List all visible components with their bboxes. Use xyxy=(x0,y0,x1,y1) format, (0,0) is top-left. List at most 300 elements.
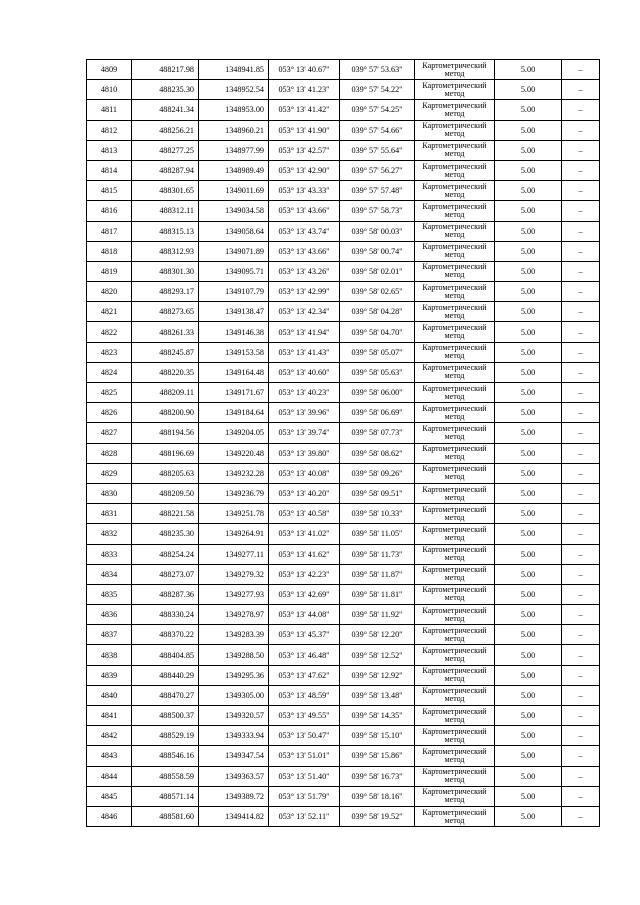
longitude-cell: 039° 58' 10.33" xyxy=(340,504,415,524)
note-cell: – xyxy=(562,302,600,322)
x-coordinate-cell: 488301.30 xyxy=(132,261,199,281)
method-cell: Картометрический метод xyxy=(415,806,495,826)
y-coordinate-cell: 1349278.97 xyxy=(199,605,269,625)
point-number-cell: 4830 xyxy=(87,483,132,503)
x-coordinate-cell: 488440.29 xyxy=(132,665,199,685)
table-row xyxy=(87,261,600,281)
accuracy-cell: 5.00 xyxy=(495,221,562,241)
longitude-cell: 039° 58' 13.48" xyxy=(340,685,415,705)
method-cell: Картометрический метод xyxy=(415,463,495,483)
note-cell: – xyxy=(562,584,600,604)
note-cell: – xyxy=(562,282,600,302)
latitude-cell: 053° 13' 51.79" xyxy=(269,786,340,806)
method-cell: Картометрический метод xyxy=(415,766,495,786)
latitude-cell: 053° 13' 42.23" xyxy=(269,564,340,584)
accuracy-cell: 5.00 xyxy=(495,483,562,503)
x-coordinate-cell: 488209.11 xyxy=(132,383,199,403)
note-cell: – xyxy=(562,322,600,342)
accuracy-cell: 5.00 xyxy=(495,726,562,746)
method-cell: Картометрический метод xyxy=(415,322,495,342)
point-number-cell: 4819 xyxy=(87,261,132,281)
y-coordinate-cell: 1349236.79 xyxy=(199,483,269,503)
point-number-cell: 4822 xyxy=(87,322,132,342)
point-number-cell: 4841 xyxy=(87,706,132,726)
note-cell: – xyxy=(562,140,600,160)
point-number-cell: 4835 xyxy=(87,584,132,604)
method-cell: Картометрический метод xyxy=(415,80,495,100)
latitude-cell: 053° 13' 49.55" xyxy=(269,706,340,726)
longitude-cell: 039° 58' 00.74" xyxy=(340,241,415,261)
accuracy-cell: 5.00 xyxy=(495,282,562,302)
table-row xyxy=(87,60,600,80)
latitude-cell: 053° 13' 43.33" xyxy=(269,181,340,201)
x-coordinate-cell: 488370.22 xyxy=(132,625,199,645)
method-cell: Картометрический метод xyxy=(415,181,495,201)
y-coordinate-cell: 1348989.49 xyxy=(199,160,269,180)
table-row xyxy=(87,423,600,443)
y-coordinate-cell: 1349146.38 xyxy=(199,322,269,342)
latitude-cell: 053° 13' 47.62" xyxy=(269,665,340,685)
longitude-cell: 039° 58' 12.20" xyxy=(340,625,415,645)
x-coordinate-cell: 488287.94 xyxy=(132,160,199,180)
latitude-cell: 053° 13' 43.26" xyxy=(269,261,340,281)
method-cell: Картометрический метод xyxy=(415,241,495,261)
x-coordinate-cell: 488529.19 xyxy=(132,726,199,746)
y-coordinate-cell: 1349095.71 xyxy=(199,261,269,281)
longitude-cell: 039° 58' 16.73" xyxy=(340,766,415,786)
x-coordinate-cell: 488217.98 xyxy=(132,60,199,80)
x-coordinate-cell: 488287.36 xyxy=(132,584,199,604)
longitude-cell: 039° 58' 15.86" xyxy=(340,746,415,766)
y-coordinate-cell: 1349414.82 xyxy=(199,806,269,826)
latitude-cell: 053° 13' 41.94" xyxy=(269,322,340,342)
note-cell: – xyxy=(562,362,600,382)
x-coordinate-cell: 488581.60 xyxy=(132,806,199,826)
x-coordinate-cell: 488235.30 xyxy=(132,524,199,544)
accuracy-cell: 5.00 xyxy=(495,160,562,180)
y-coordinate-cell: 1349011.69 xyxy=(199,181,269,201)
table-row xyxy=(87,746,600,766)
accuracy-cell: 5.00 xyxy=(495,645,562,665)
longitude-cell: 039° 58' 19.52" xyxy=(340,806,415,826)
accuracy-cell: 5.00 xyxy=(495,181,562,201)
note-cell: – xyxy=(562,80,600,100)
longitude-cell: 039° 57' 54.25" xyxy=(340,100,415,120)
accuracy-cell: 5.00 xyxy=(495,524,562,544)
point-number-cell: 4826 xyxy=(87,403,132,423)
method-cell: Картометрический метод xyxy=(415,746,495,766)
accuracy-cell: 5.00 xyxy=(495,463,562,483)
longitude-cell: 039° 58' 06.69" xyxy=(340,403,415,423)
longitude-cell: 039° 57' 54.66" xyxy=(340,120,415,140)
point-number-cell: 4837 xyxy=(87,625,132,645)
x-coordinate-cell: 488261.33 xyxy=(132,322,199,342)
longitude-cell: 039° 57' 57.48" xyxy=(340,181,415,201)
table-row xyxy=(87,483,600,503)
longitude-cell: 039° 58' 04.70" xyxy=(340,322,415,342)
accuracy-cell: 5.00 xyxy=(495,766,562,786)
note-cell: – xyxy=(562,201,600,221)
point-number-cell: 4836 xyxy=(87,605,132,625)
table-row xyxy=(87,605,600,625)
note-cell: – xyxy=(562,60,600,80)
latitude-cell: 053° 13' 39.80" xyxy=(269,443,340,463)
latitude-cell: 053° 13' 41.62" xyxy=(269,544,340,564)
longitude-cell: 039° 57' 56.27" xyxy=(340,160,415,180)
note-cell: – xyxy=(562,120,600,140)
method-cell: Картометрический метод xyxy=(415,584,495,604)
method-cell: Картометрический метод xyxy=(415,201,495,221)
longitude-cell: 039° 58' 09.51" xyxy=(340,483,415,503)
accuracy-cell: 5.00 xyxy=(495,786,562,806)
point-number-cell: 4809 xyxy=(87,60,132,80)
note-cell: – xyxy=(562,766,600,786)
accuracy-cell: 5.00 xyxy=(495,241,562,261)
longitude-cell: 039° 57' 58.73" xyxy=(340,201,415,221)
point-number-cell: 4827 xyxy=(87,423,132,443)
accuracy-cell: 5.00 xyxy=(495,302,562,322)
latitude-cell: 053° 13' 40.58" xyxy=(269,504,340,524)
table-row xyxy=(87,201,600,221)
accuracy-cell: 5.00 xyxy=(495,423,562,443)
latitude-cell: 053° 13' 43.66" xyxy=(269,241,340,261)
point-number-cell: 4821 xyxy=(87,302,132,322)
latitude-cell: 053° 13' 42.99" xyxy=(269,282,340,302)
longitude-cell: 039° 58' 02.65" xyxy=(340,282,415,302)
y-coordinate-cell: 1349305.00 xyxy=(199,685,269,705)
note-cell: – xyxy=(562,706,600,726)
y-coordinate-cell: 1349164.48 xyxy=(199,362,269,382)
longitude-cell: 039° 58' 09.26" xyxy=(340,463,415,483)
accuracy-cell: 5.00 xyxy=(495,100,562,120)
method-cell: Картометрический метод xyxy=(415,120,495,140)
note-cell: – xyxy=(562,645,600,665)
method-cell: Картометрический метод xyxy=(415,282,495,302)
table-row xyxy=(87,786,600,806)
method-cell: Картометрический метод xyxy=(415,524,495,544)
y-coordinate-cell: 1349264.91 xyxy=(199,524,269,544)
method-cell: Картометрический метод xyxy=(415,342,495,362)
longitude-cell: 039° 58' 12.52" xyxy=(340,645,415,665)
longitude-cell: 039° 58' 18.16" xyxy=(340,786,415,806)
latitude-cell: 053° 13' 42.90" xyxy=(269,160,340,180)
x-coordinate-cell: 488293.17 xyxy=(132,282,199,302)
longitude-cell: 039° 57' 54.22" xyxy=(340,80,415,100)
method-cell: Картометрический метод xyxy=(415,403,495,423)
point-number-cell: 4831 xyxy=(87,504,132,524)
latitude-cell: 053° 13' 40.20" xyxy=(269,483,340,503)
point-number-cell: 4832 xyxy=(87,524,132,544)
x-coordinate-cell: 488241.34 xyxy=(132,100,199,120)
accuracy-cell: 5.00 xyxy=(495,362,562,382)
table-row xyxy=(87,100,600,120)
note-cell: – xyxy=(562,383,600,403)
longitude-cell: 039° 58' 12.92" xyxy=(340,665,415,685)
point-number-cell: 4810 xyxy=(87,80,132,100)
method-cell: Картометрический метод xyxy=(415,706,495,726)
point-number-cell: 4815 xyxy=(87,181,132,201)
x-coordinate-cell: 488500.37 xyxy=(132,706,199,726)
latitude-cell: 053° 13' 41.43" xyxy=(269,342,340,362)
note-cell: – xyxy=(562,160,600,180)
table-row xyxy=(87,342,600,362)
method-cell: Картометрический метод xyxy=(415,221,495,241)
note-cell: – xyxy=(562,726,600,746)
y-coordinate-cell: 1349279.32 xyxy=(199,564,269,584)
coordinates-table xyxy=(86,59,600,827)
note-cell: – xyxy=(562,443,600,463)
y-coordinate-cell: 1349251.78 xyxy=(199,504,269,524)
method-cell: Картометрический метод xyxy=(415,261,495,281)
table-row xyxy=(87,766,600,786)
accuracy-cell: 5.00 xyxy=(495,60,562,80)
y-coordinate-cell: 1349232.28 xyxy=(199,463,269,483)
point-number-cell: 4825 xyxy=(87,383,132,403)
accuracy-cell: 5.00 xyxy=(495,403,562,423)
y-coordinate-cell: 1348960.21 xyxy=(199,120,269,140)
latitude-cell: 053° 13' 42.34" xyxy=(269,302,340,322)
x-coordinate-cell: 488470.27 xyxy=(132,685,199,705)
y-coordinate-cell: 1349363.57 xyxy=(199,766,269,786)
table-row xyxy=(87,322,600,342)
x-coordinate-cell: 488312.93 xyxy=(132,241,199,261)
method-cell: Картометрический метод xyxy=(415,685,495,705)
y-coordinate-cell: 1349295.36 xyxy=(199,665,269,685)
x-coordinate-cell: 488205.63 xyxy=(132,463,199,483)
latitude-cell: 053° 13' 39.96" xyxy=(269,403,340,423)
longitude-cell: 039° 58' 15.10" xyxy=(340,726,415,746)
y-coordinate-cell: 1349071.89 xyxy=(199,241,269,261)
accuracy-cell: 5.00 xyxy=(495,322,562,342)
table-row xyxy=(87,665,600,685)
y-coordinate-cell: 1349034.58 xyxy=(199,201,269,221)
accuracy-cell: 5.00 xyxy=(495,685,562,705)
x-coordinate-cell: 488245.87 xyxy=(132,342,199,362)
table-row xyxy=(87,564,600,584)
table-row xyxy=(87,120,600,140)
table-row xyxy=(87,625,600,645)
latitude-cell: 053° 13' 45.37" xyxy=(269,625,340,645)
latitude-cell: 053° 13' 41.02" xyxy=(269,524,340,544)
longitude-cell: 039° 58' 11.92" xyxy=(340,605,415,625)
longitude-cell: 039° 58' 05.07" xyxy=(340,342,415,362)
x-coordinate-cell: 488200.90 xyxy=(132,403,199,423)
table-row xyxy=(87,463,600,483)
longitude-cell: 039° 58' 02.01" xyxy=(340,261,415,281)
accuracy-cell: 5.00 xyxy=(495,201,562,221)
latitude-cell: 053° 13' 52.11" xyxy=(269,806,340,826)
note-cell: – xyxy=(562,564,600,584)
accuracy-cell: 5.00 xyxy=(495,746,562,766)
table-row xyxy=(87,584,600,604)
x-coordinate-cell: 488209.50 xyxy=(132,483,199,503)
accuracy-cell: 5.00 xyxy=(495,504,562,524)
point-number-cell: 4844 xyxy=(87,766,132,786)
latitude-cell: 053° 13' 42.69" xyxy=(269,584,340,604)
point-number-cell: 4842 xyxy=(87,726,132,746)
accuracy-cell: 5.00 xyxy=(495,261,562,281)
y-coordinate-cell: 1349277.11 xyxy=(199,544,269,564)
latitude-cell: 053° 13' 40.67" xyxy=(269,60,340,80)
latitude-cell: 053° 13' 51.01" xyxy=(269,746,340,766)
accuracy-cell: 5.00 xyxy=(495,665,562,685)
longitude-cell: 039° 57' 55.64" xyxy=(340,140,415,160)
table-row xyxy=(87,383,600,403)
y-coordinate-cell: 1348941.85 xyxy=(199,60,269,80)
accuracy-cell: 5.00 xyxy=(495,140,562,160)
accuracy-cell: 5.00 xyxy=(495,625,562,645)
point-number-cell: 4843 xyxy=(87,746,132,766)
latitude-cell: 053° 13' 51.40" xyxy=(269,766,340,786)
table-row xyxy=(87,806,600,826)
latitude-cell: 053° 13' 44.08" xyxy=(269,605,340,625)
longitude-cell: 039° 57' 53.63" xyxy=(340,60,415,80)
table-row xyxy=(87,282,600,302)
y-coordinate-cell: 1349333.94 xyxy=(199,726,269,746)
note-cell: – xyxy=(562,483,600,503)
latitude-cell: 053° 13' 50.47" xyxy=(269,726,340,746)
table-row xyxy=(87,443,600,463)
accuracy-cell: 5.00 xyxy=(495,806,562,826)
method-cell: Картометрический метод xyxy=(415,564,495,584)
longitude-cell: 039° 58' 11.81" xyxy=(340,584,415,604)
x-coordinate-cell: 488273.65 xyxy=(132,302,199,322)
x-coordinate-cell: 488194.56 xyxy=(132,423,199,443)
note-cell: – xyxy=(562,665,600,685)
note-cell: – xyxy=(562,261,600,281)
method-cell: Картометрический метод xyxy=(415,140,495,160)
note-cell: – xyxy=(562,746,600,766)
x-coordinate-cell: 488277.25 xyxy=(132,140,199,160)
table-row xyxy=(87,544,600,564)
latitude-cell: 053° 13' 40.60" xyxy=(269,362,340,382)
longitude-cell: 039° 58' 06.00" xyxy=(340,383,415,403)
method-cell: Картометрический метод xyxy=(415,605,495,625)
accuracy-cell: 5.00 xyxy=(495,564,562,584)
method-cell: Картометрический метод xyxy=(415,544,495,564)
point-number-cell: 4824 xyxy=(87,362,132,382)
table-row xyxy=(87,181,600,201)
table-row xyxy=(87,645,600,665)
point-number-cell: 4838 xyxy=(87,645,132,665)
point-number-cell: 4817 xyxy=(87,221,132,241)
point-number-cell: 4820 xyxy=(87,282,132,302)
table-row xyxy=(87,80,600,100)
x-coordinate-cell: 488196.69 xyxy=(132,443,199,463)
accuracy-cell: 5.00 xyxy=(495,383,562,403)
method-cell: Картометрический метод xyxy=(415,100,495,120)
y-coordinate-cell: 1349389.72 xyxy=(199,786,269,806)
point-number-cell: 4840 xyxy=(87,685,132,705)
y-coordinate-cell: 1348953.00 xyxy=(199,100,269,120)
y-coordinate-cell: 1348977.99 xyxy=(199,140,269,160)
x-coordinate-cell: 488220.35 xyxy=(132,362,199,382)
accuracy-cell: 5.00 xyxy=(495,584,562,604)
x-coordinate-cell: 488315.13 xyxy=(132,221,199,241)
point-number-cell: 4814 xyxy=(87,160,132,180)
method-cell: Картометрический метод xyxy=(415,443,495,463)
x-coordinate-cell: 488254.24 xyxy=(132,544,199,564)
method-cell: Картометрический метод xyxy=(415,423,495,443)
coordinates-table-body xyxy=(87,60,600,827)
note-cell: – xyxy=(562,625,600,645)
latitude-cell: 053° 13' 41.42" xyxy=(269,100,340,120)
y-coordinate-cell: 1349058.64 xyxy=(199,221,269,241)
table-row xyxy=(87,726,600,746)
y-coordinate-cell: 1349277.93 xyxy=(199,584,269,604)
table-row xyxy=(87,140,600,160)
longitude-cell: 039° 58' 11.73" xyxy=(340,544,415,564)
table-row xyxy=(87,362,600,382)
note-cell: – xyxy=(562,181,600,201)
latitude-cell: 053° 13' 48.59" xyxy=(269,685,340,705)
point-number-cell: 4829 xyxy=(87,463,132,483)
note-cell: – xyxy=(562,605,600,625)
note-cell: – xyxy=(562,221,600,241)
note-cell: – xyxy=(562,685,600,705)
x-coordinate-cell: 488312.11 xyxy=(132,201,199,221)
note-cell: – xyxy=(562,544,600,564)
x-coordinate-cell: 488273.07 xyxy=(132,564,199,584)
point-number-cell: 4839 xyxy=(87,665,132,685)
point-number-cell: 4834 xyxy=(87,564,132,584)
table-row xyxy=(87,160,600,180)
method-cell: Картометрический метод xyxy=(415,665,495,685)
accuracy-cell: 5.00 xyxy=(495,706,562,726)
latitude-cell: 053° 13' 46.48" xyxy=(269,645,340,665)
point-number-cell: 4833 xyxy=(87,544,132,564)
y-coordinate-cell: 1349107.79 xyxy=(199,282,269,302)
note-cell: – xyxy=(562,786,600,806)
latitude-cell: 053° 13' 40.23" xyxy=(269,383,340,403)
point-number-cell: 4818 xyxy=(87,241,132,261)
method-cell: Картометрический метод xyxy=(415,160,495,180)
table-row xyxy=(87,504,600,524)
note-cell: – xyxy=(562,463,600,483)
y-coordinate-cell: 1349153.58 xyxy=(199,342,269,362)
method-cell: Картометрический метод xyxy=(415,302,495,322)
y-coordinate-cell: 1349283.39 xyxy=(199,625,269,645)
method-cell: Картометрический метод xyxy=(415,383,495,403)
latitude-cell: 053° 13' 40.08" xyxy=(269,463,340,483)
note-cell: – xyxy=(562,423,600,443)
latitude-cell: 053° 13' 39.74" xyxy=(269,423,340,443)
latitude-cell: 053° 13' 41.23" xyxy=(269,80,340,100)
longitude-cell: 039° 58' 08.62" xyxy=(340,443,415,463)
accuracy-cell: 5.00 xyxy=(495,605,562,625)
longitude-cell: 039° 58' 00.03" xyxy=(340,221,415,241)
table-row xyxy=(87,706,600,726)
y-coordinate-cell: 1349288.50 xyxy=(199,645,269,665)
x-coordinate-cell: 488404.85 xyxy=(132,645,199,665)
point-number-cell: 4845 xyxy=(87,786,132,806)
point-number-cell: 4812 xyxy=(87,120,132,140)
longitude-cell: 039° 58' 11.87" xyxy=(340,564,415,584)
point-number-cell: 4828 xyxy=(87,443,132,463)
y-coordinate-cell: 1349204.05 xyxy=(199,423,269,443)
method-cell: Картометрический метод xyxy=(415,726,495,746)
y-coordinate-cell: 1349320.57 xyxy=(199,706,269,726)
accuracy-cell: 5.00 xyxy=(495,120,562,140)
longitude-cell: 039° 58' 11.05" xyxy=(340,524,415,544)
note-cell: – xyxy=(562,524,600,544)
y-coordinate-cell: 1348952.54 xyxy=(199,80,269,100)
x-coordinate-cell: 488235.30 xyxy=(132,80,199,100)
method-cell: Картометрический метод xyxy=(415,786,495,806)
table-row xyxy=(87,403,600,423)
point-number-cell: 4813 xyxy=(87,140,132,160)
point-number-cell: 4811 xyxy=(87,100,132,120)
